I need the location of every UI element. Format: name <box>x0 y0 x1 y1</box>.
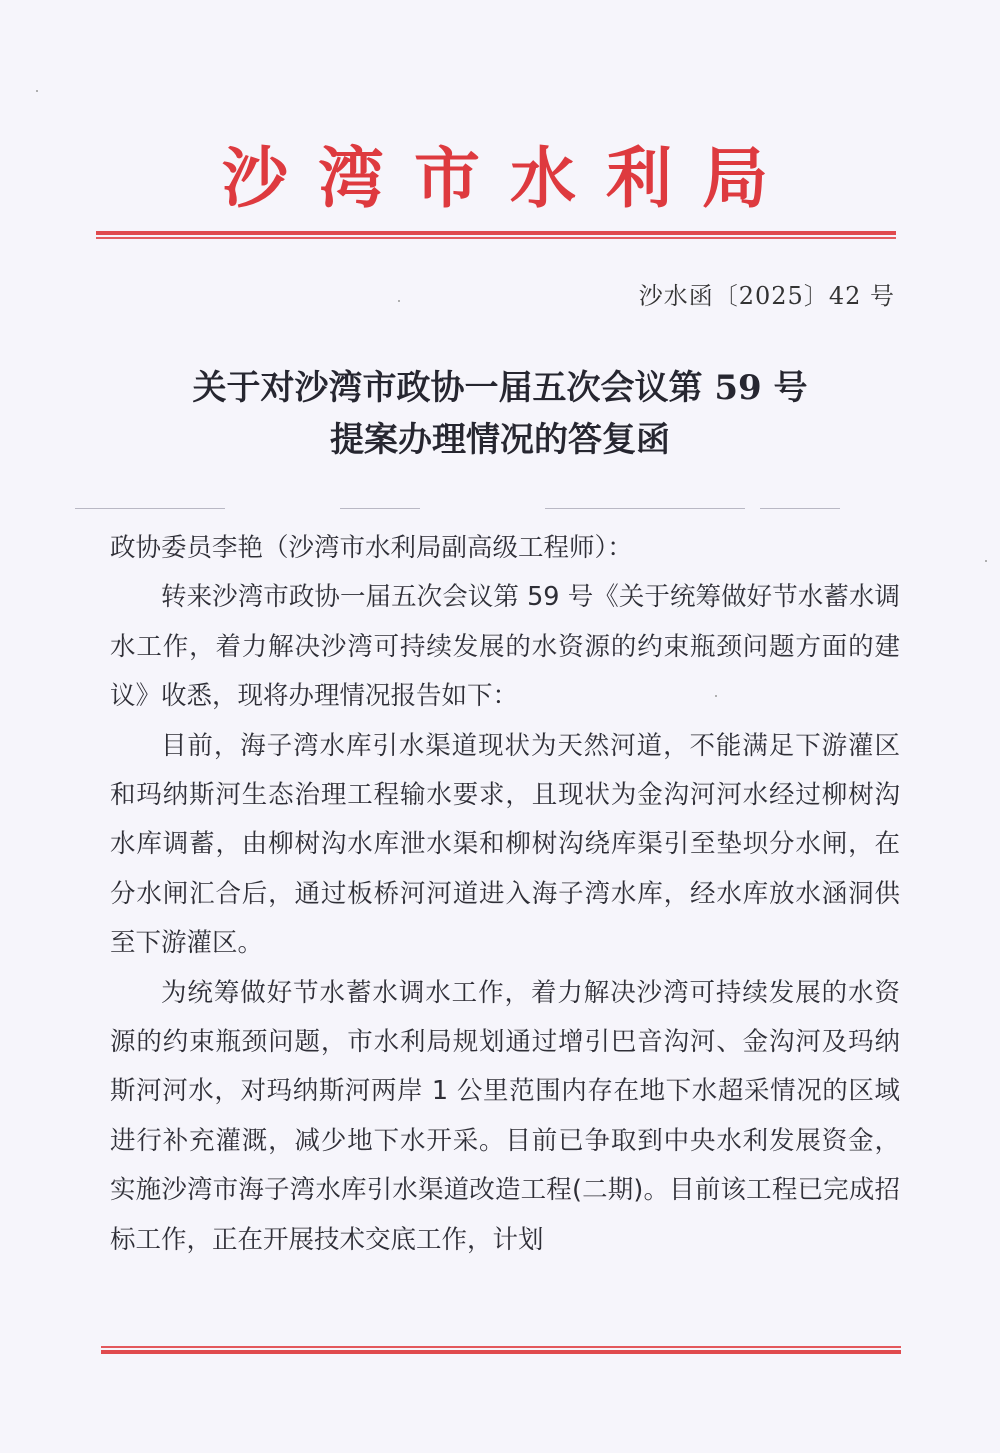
letterhead-agency-name: 沙湾市水利局 <box>222 139 798 217</box>
salutation: 政协委员李艳（沙湾市水利局副高级工程师）： <box>110 533 633 563</box>
scan-speck <box>985 560 987 562</box>
body-paragraph: 为统筹做好节水蓄水调水工作，着力解决沙湾可持续发展的水资源的约束瓶颈问题，市水利局规划通过增引巴音沟河、金沟河及玛纳斯河河水，对玛纳斯河两岸 1 公里范围内存在地下水超采情况的区域进行补充灌溉，减少地下水开采。目前已争取到中央水利发展资金，实施沙湾市海子湾水库引水渠道改造工程(二期)。目前该工程已完成招标工作，正在开展技术交底工作，计划 <box>110 977 900 1255</box>
letter-body <box>110 524 900 1265</box>
rule-thin-line <box>96 237 896 239</box>
title-line-2: 提案办理情况的答复函 <box>330 420 670 460</box>
body-paragraph: 转来沙湾市政协一届五次会议第 59 号《关于统筹做好节水蓄水调水工作，着力解决沙湾可持续发展的水资源的约束瓶颈问题方面的建议》收悉，现将办理情况报告如下： <box>110 582 900 712</box>
letterhead-red-rule <box>96 231 896 239</box>
document-title <box>0 362 1000 466</box>
document-number: 沙水函〔2025〕42 号 <box>638 282 895 310</box>
scan-speck <box>715 695 717 697</box>
scan-fold-line <box>760 508 840 509</box>
scan-speck <box>36 90 38 92</box>
rule-thick-line <box>101 1350 901 1354</box>
footer-red-rule <box>101 1346 901 1354</box>
scan-fold-line <box>75 508 225 509</box>
scan-fold-line <box>545 508 745 509</box>
scan-speck <box>398 300 400 302</box>
title-line-1: 关于对沙湾市政协一届五次会议第 59 号 <box>192 368 808 408</box>
body-paragraph: 目前，海子湾水库引水渠道现状为天然河道，不能满足下游灌区和玛纳斯河生态治理工程输水要求，且现状为金沟河河水经过柳树沟水库调蓄，由柳树沟水库泄水渠和柳树沟绕库渠引至垫坝分水闸，在分水闸汇合后，通过板桥河河道进入海子湾水库，经水库放水涵洞供至下游灌区。 <box>110 730 900 959</box>
scan-fold-line <box>340 508 420 509</box>
